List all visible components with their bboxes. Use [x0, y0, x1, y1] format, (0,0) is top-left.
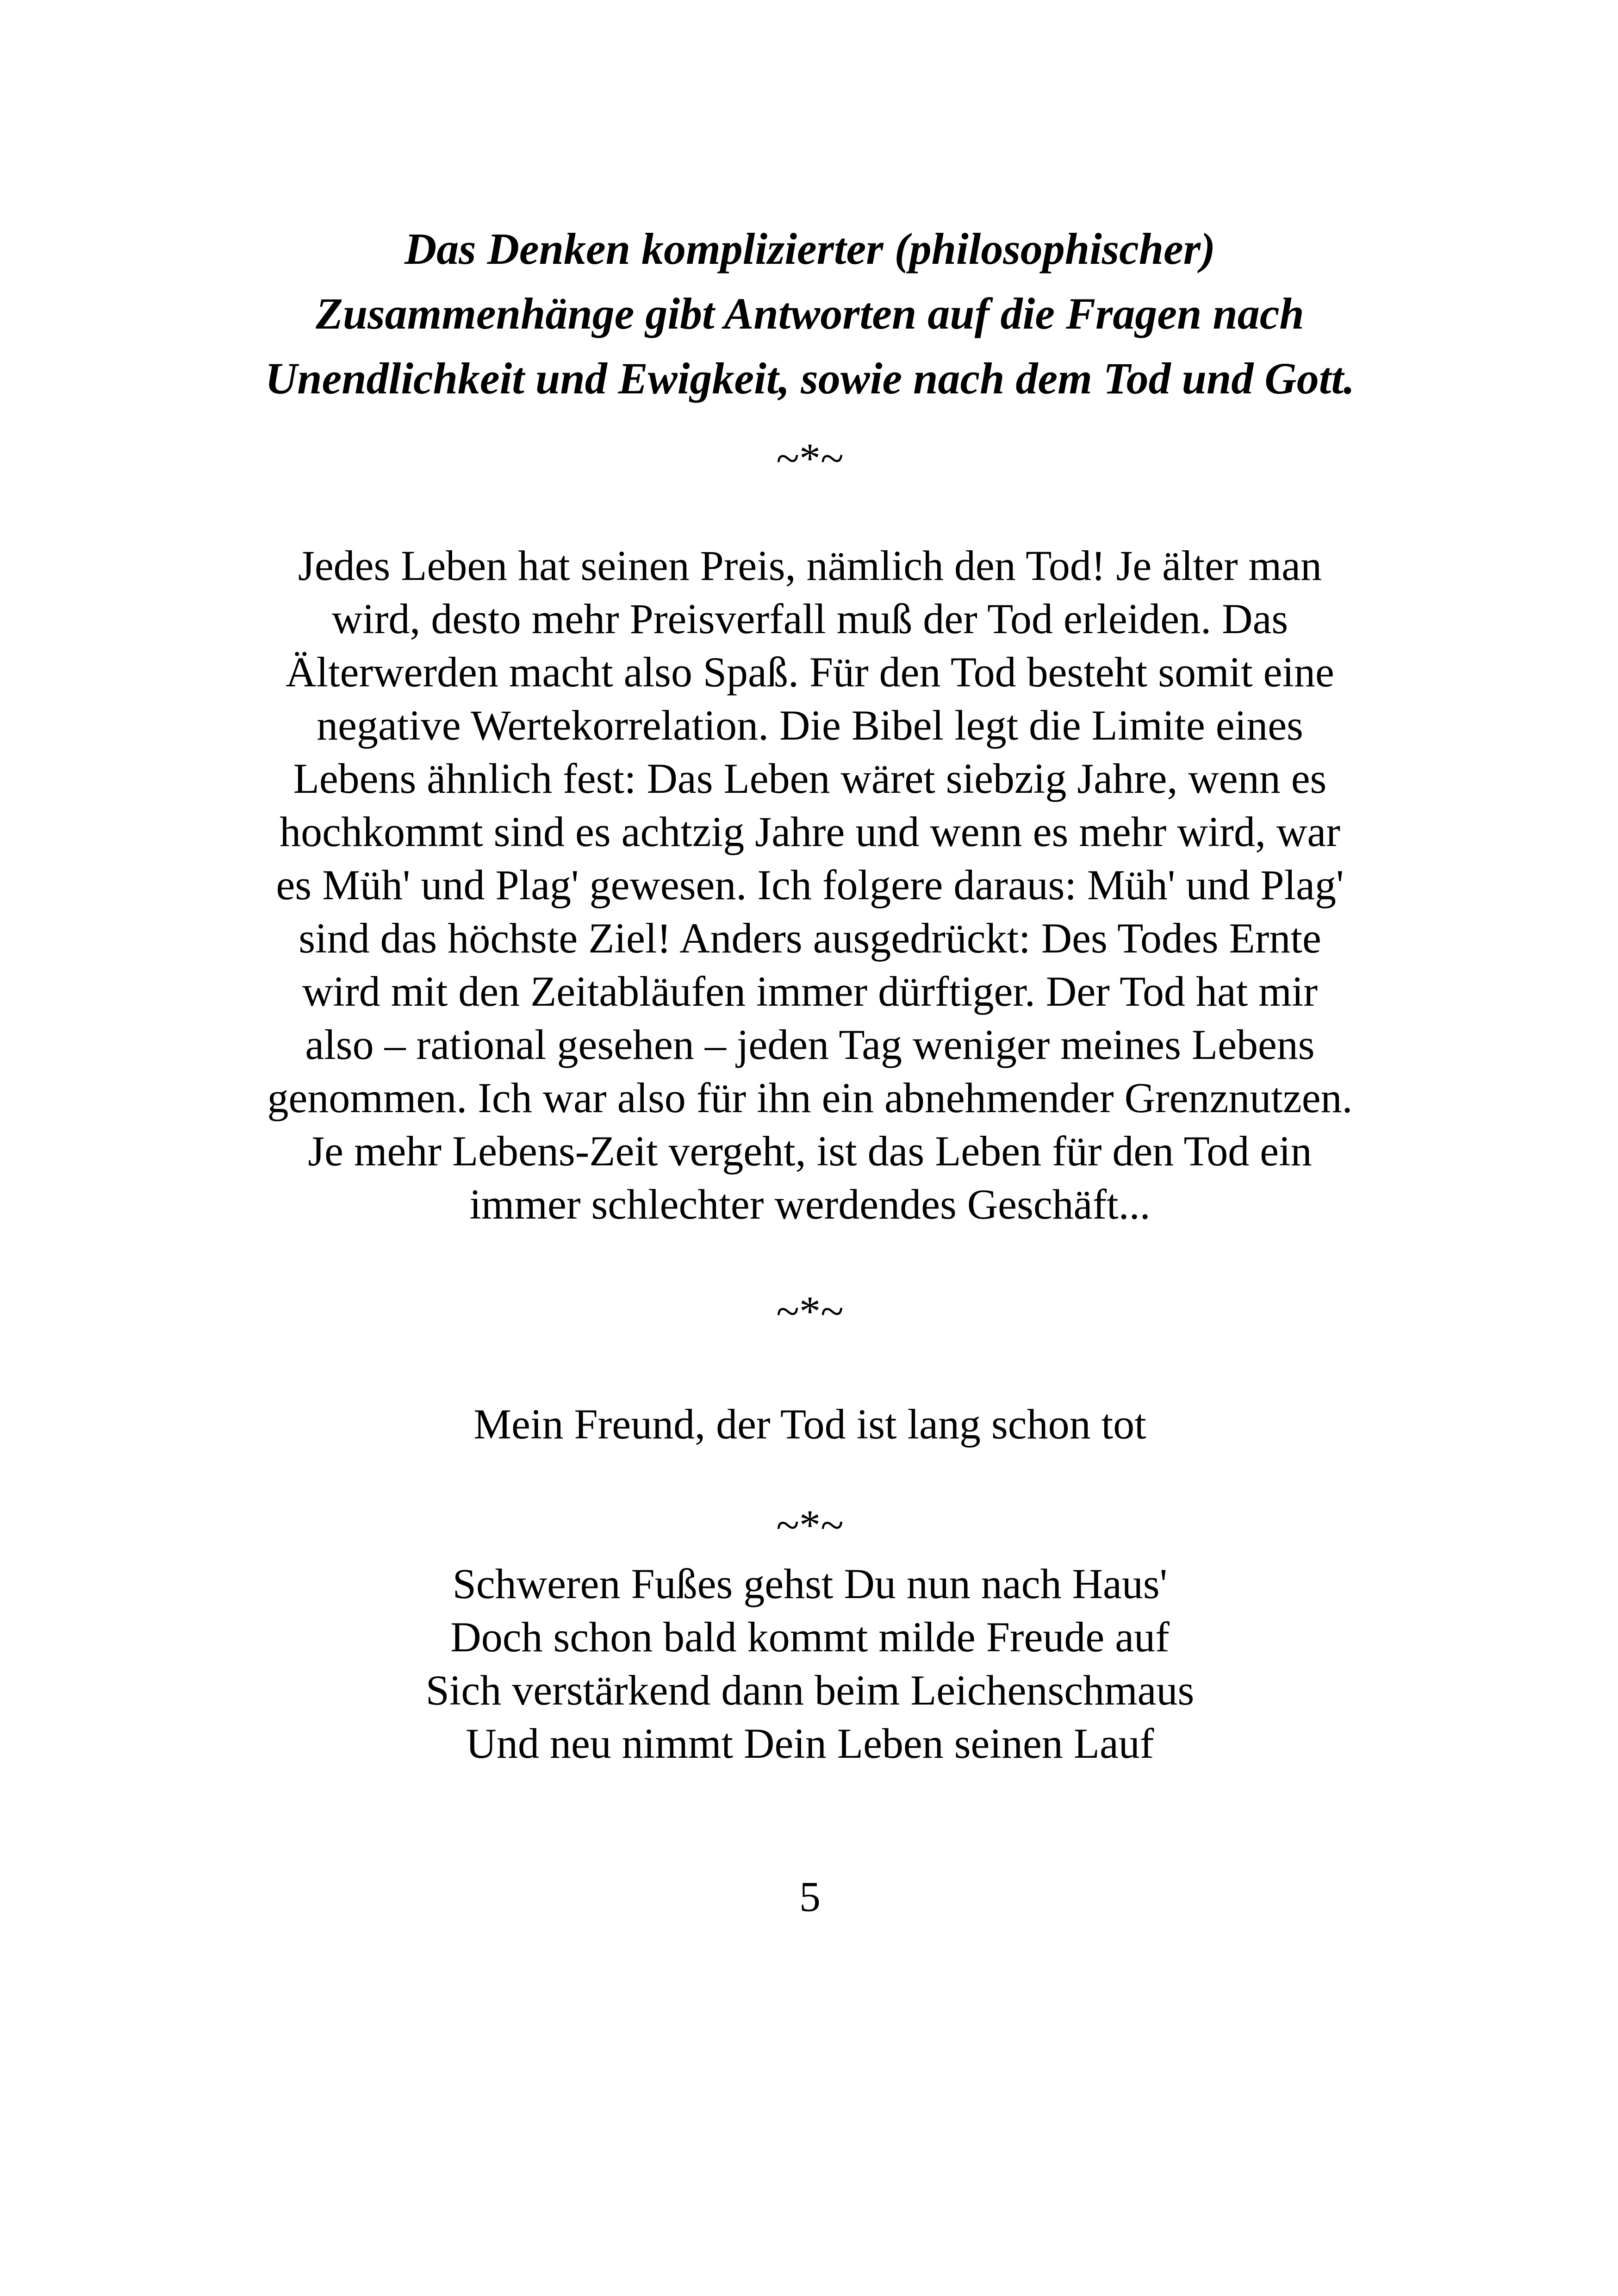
- paragraph-line: negative Wertekorrelation. Die Bibel legt die Limite eines: [317, 702, 1303, 749]
- paragraph-line: Je mehr Lebens-Zeit vergeht, ist das Leben für den Tod ein: [308, 1127, 1312, 1175]
- paragraph-line: also – rational gesehen – jeden Tag weniger meines Lebens: [305, 1021, 1315, 1068]
- paragraph-line: wird mit den Zeitabläufen immer dürftiger. Der Tod hat mir: [302, 968, 1318, 1015]
- section-divider: ~*~: [776, 435, 844, 482]
- poem-line: Sich verstärkend dann beim Leichenschmaus: [425, 1667, 1195, 1714]
- section-divider: ~*~: [776, 1288, 844, 1335]
- poem-line: Doch schon bald kommt milde Freude auf: [450, 1613, 1170, 1661]
- section-divider: ~*~: [776, 1501, 844, 1549]
- paragraph-line: sind das höchste Ziel! Anders ausgedrückt: Des Todes Ernte: [299, 915, 1321, 962]
- paragraph-line: es Müh' und Plag' gewesen. Ich folgere daraus: Müh' und Plag': [276, 861, 1344, 908]
- paragraph: [185, 539, 1435, 1231]
- poem: [185, 1557, 1435, 1770]
- paragraph-line: Jedes Leben hat seinen Preis, nämlich den Tod! Je älter man: [298, 542, 1322, 589]
- poem-line: Schweren Fußes gehst Du nun nach Haus': [452, 1560, 1168, 1607]
- poem-line: Und neu nimmt Dein Leben seinen Lauf: [466, 1720, 1154, 1767]
- paragraph-line: hochkommt sind es achtzig Jahre und wenn es mehr wird, war: [280, 808, 1340, 855]
- heading-line: Unendlichkeit und Ewigkeit, sowie nach dem Tod und Gott.: [265, 354, 1355, 403]
- paragraph-line: genommen. Ich war also für ihn ein abnehmender Grenznutzen.: [267, 1074, 1353, 1121]
- statement: Mein Freund, der Tod ist lang schon tot: [473, 1400, 1146, 1448]
- paragraph-line: immer schlechter werdendes Geschäft...: [469, 1181, 1151, 1228]
- heading-line: Das Denken komplizierter (philosophischer): [404, 224, 1216, 274]
- heading: [185, 217, 1435, 411]
- paragraph-line: Lebens ähnlich fest: Das Leben wäret siebzig Jahre, wenn es: [293, 755, 1327, 802]
- paragraph-line: wird, desto mehr Preisverfall muß der Tod erleiden. Das: [331, 595, 1288, 642]
- paragraph-line: Älterwerden macht also Spaß. Für den Tod besteht somit eine: [286, 648, 1334, 696]
- heading-line: Zusammenhänge gibt Antworten auf die Fragen nach: [316, 289, 1304, 338]
- page-number: 5: [799, 1873, 821, 1920]
